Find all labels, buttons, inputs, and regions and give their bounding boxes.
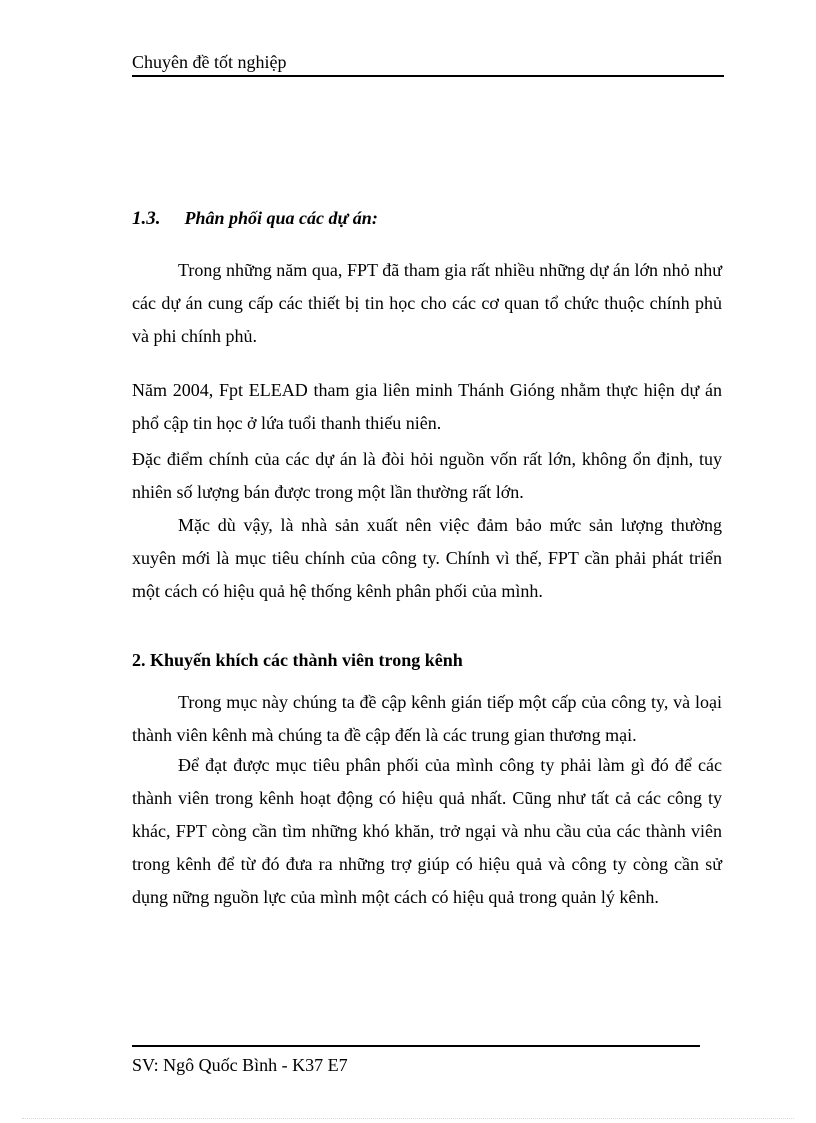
paragraph-text: Mặc dù vậy, là nhà sản xuất nên việc đảm bảo mức sản lượng thường xuyên mới là mục tiêu chính của công ty. Chính vì thế, FPT cần phải phát triển một cách có hiệu quả hệ thống kênh phân phối của mình. [132,515,722,601]
paragraph-conclusion [132,509,722,608]
paragraph-section2-body [132,749,722,914]
paragraph-projects-intro [132,254,722,353]
section-number: 1.3. [132,208,161,229]
paragraph-text: Năm 2004, Fpt ELEAD tham gia liên minh Thánh Gióng nhằm thực hiện dự án phổ cập tin học ở lứa tuổi thanh thiếu niên. [132,380,722,433]
footer-divider [132,1045,700,1047]
paragraph-elead [132,374,722,440]
section-2-heading: 2. Khuyến khích các thành viên trong kênh [132,650,463,670]
paragraph-text: Để đạt được mục tiêu phân phối của mình công ty phải làm gì đó để các thành viên trong kênh hoạt động có hiệu quả nhất. Cũng như tất cả các công ty khác, FPT còng cần tìm những khó khăn, trở ngại và nhu cầu của các thành viên trong kênh để từ đó đưa ra những trợ giúp có hiệu quả và công ty còng cần sử dụng nững nguồn lực của mình một cách có hiệu quả trong quản lý kênh. [132,755,722,907]
section-heading [132,208,378,230]
paragraph-text: Trong những năm qua, FPT đã tham gia rất nhiều những dự án lớn nhỏ như các dự án cung cấp các thiết bị tin học cho các cơ quan tổ chức thuộc chính phủ và phi chính phủ. [132,260,722,346]
page-bottom-border [22,1118,794,1119]
header-divider [132,75,724,77]
paragraph-text: Đặc điểm chính của các dự án là đòi hỏi nguồn vốn rất lớn, không ổn định, tuy nhiên số lượng bán được trong một lần thường rất lớn. [132,449,722,502]
paragraph-text: Trong mục này chúng ta đề cập kênh gián tiếp một cấp của công ty, và loại thành viên kênh mà chúng ta đề cập đến là các trung gian thương mại. [132,692,722,745]
paragraph-characteristics [132,443,722,509]
page-footer: SV: Ngô Quốc Bình - K37 E7 [132,1055,348,1075]
section-title: Phân phối qua các dự án: [184,208,378,228]
paragraph-section2-intro [132,686,722,752]
page-header: Chuyên đề tốt nghiệp [132,52,287,72]
